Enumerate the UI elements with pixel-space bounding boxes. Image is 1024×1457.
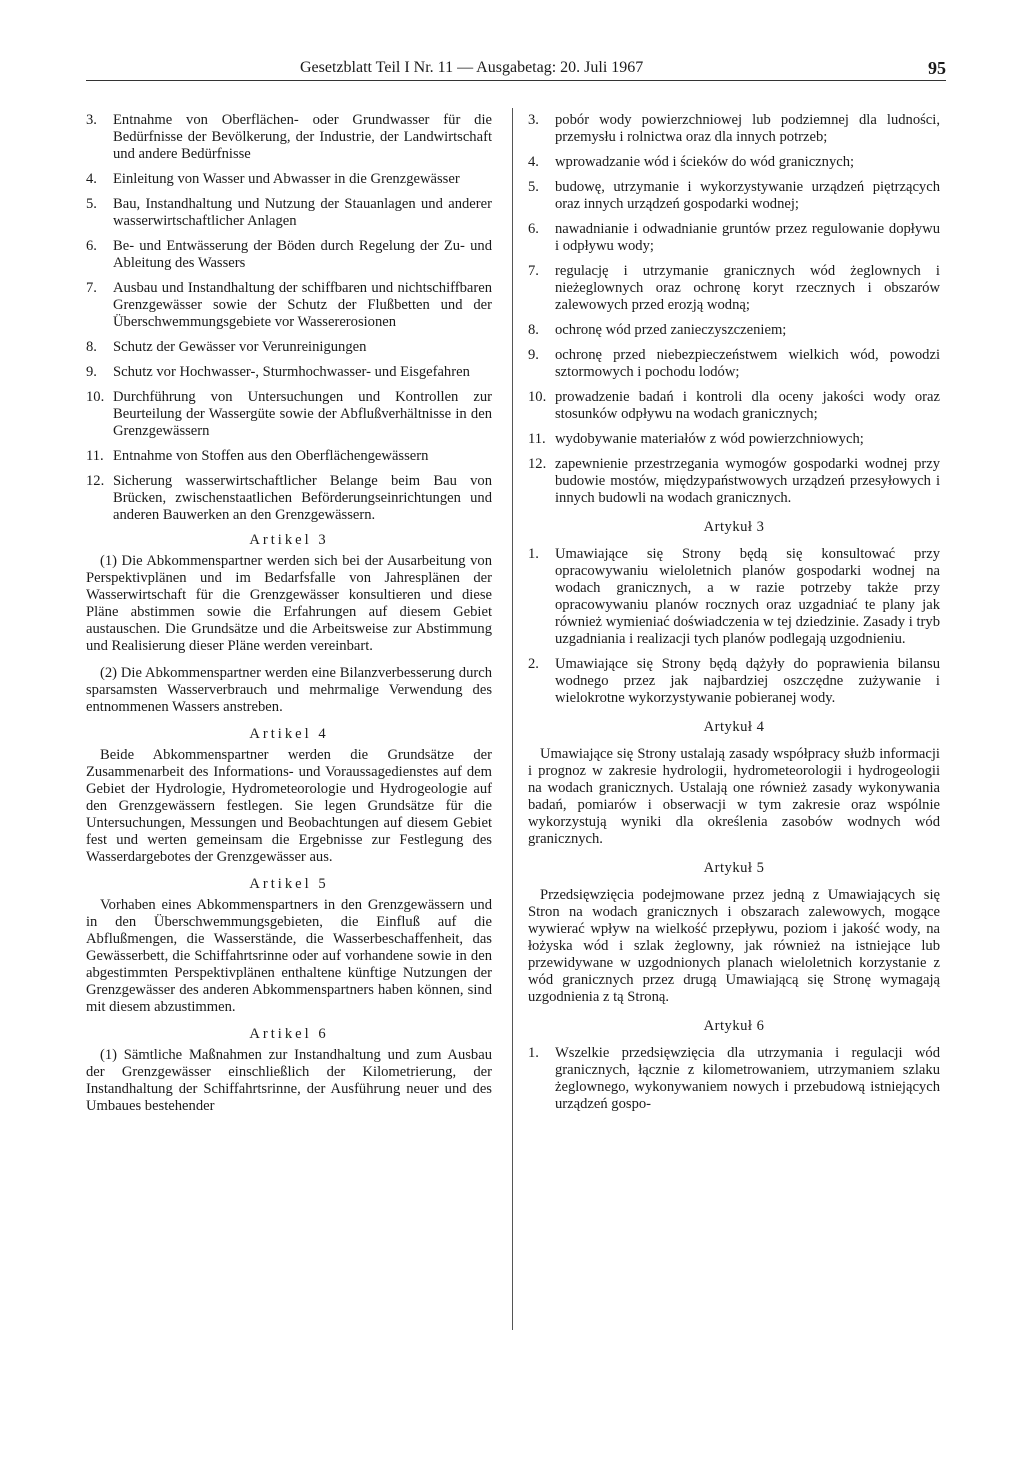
item-number: 11. bbox=[528, 431, 546, 447]
list-item bbox=[86, 364, 492, 381]
list-item bbox=[528, 1045, 940, 1113]
item-number: 4. bbox=[86, 171, 97, 187]
item-text: wprowadzanie wód i ścieków do wód granicznych; bbox=[555, 154, 855, 170]
item-text: Schutz der Gewässer vor Verunreinigungen bbox=[113, 339, 367, 355]
item-text: ochronę wód przed zanieczyszczeniem; bbox=[555, 322, 787, 338]
list-item bbox=[528, 347, 940, 381]
article-6-paragraph: (1) Sämtliche Maßnahmen zur Instandhaltung und zum Ausbau der Grenzgewässer einschließlich der Kilometrierung, der Instandhaltung der Schiffahrtsrinne, der Ausführung neuer und des Umbaues bestehender bbox=[86, 1047, 492, 1114]
list-item bbox=[528, 221, 940, 255]
list-item bbox=[528, 431, 940, 448]
artykul-6-heading: Artykuł 6 bbox=[703, 1018, 765, 1034]
item-text: wydobywanie materiałów z wód powierzchniowych; bbox=[555, 431, 864, 447]
artykul-4-paragraph: Umawiające się Strony ustalają zasady współpracy służb informacji i prognoz w zakresie hydrologii, hydrometeorologii i hydrogeologii na wodach granicznych. Ustalają one również zasady wykonywania badań, pomiarów i obserwacji w tym zakresie oraz wspólnie wykorzystują wyniki dla określenia zasobów wodnych wód granicznych. bbox=[528, 746, 940, 847]
artykul-4-heading: Artykuł 4 bbox=[703, 719, 765, 735]
item-text: nawadnianie i odwadnianie gruntów przez regulowanie dopływu i odpływu wody; bbox=[555, 221, 940, 254]
list-item bbox=[86, 448, 492, 465]
artykul-6-list bbox=[528, 1045, 940, 1113]
list-item bbox=[528, 263, 940, 314]
item-number: 3. bbox=[86, 112, 97, 128]
artykul-3-list bbox=[528, 546, 940, 707]
list-item bbox=[528, 546, 940, 648]
item-number: 1. bbox=[528, 546, 539, 562]
article-3-paragraph-2: (2) Die Abkommenspartner werden eine Bilanzverbesserung durch sparsamsten Wasserverbrauch und mehrmalige Verwendung des entnommenen Wassers anstreben. bbox=[86, 665, 492, 715]
item-number: 12. bbox=[528, 456, 547, 472]
item-number: 11. bbox=[86, 448, 104, 464]
artykul-5-paragraph: Przedsięwzięcia podejmowane przez jedną z Umawiających się Stron na wodach granicznych i obszarach zalewowych, mogące wywierać wpływ na wielkość przepływu, poziom i jakość wody, na łożyska wód i szlak żeglowny, jak również na istniejące lub przewidywane w uzgodnionych planach wieloletnich korzystanie z wód granicznych przez drugą Umawiającą się Stronę wymagają uzgodnienia z tą Stroną. bbox=[528, 887, 940, 1005]
list-item bbox=[86, 171, 492, 188]
right-column-polish bbox=[528, 112, 940, 1121]
article-5-paragraph: Vorhaben eines Abkommenspartners in den Grenzgewässern und in den Überschwemmungsgebieten, die Einfluß auf die Abflußmengen, die Wasserstände, die Wasserbeschaffenheit, das Gewässerbett, die Schiffahrtsrinne oder auf vorhandene sowie in den abgestimmten Perspektivplänen enthaltene künftige Nutzungen der Grenzgewässer des anderen Abkommenspartners haben können, sind mit diesem abzustimmen. bbox=[86, 897, 492, 1015]
list-item bbox=[86, 473, 492, 524]
list-item bbox=[528, 112, 940, 146]
list-item bbox=[86, 238, 492, 272]
item-number: 10. bbox=[86, 389, 105, 405]
item-text: Entnahme von Oberflächen- oder Grundwasser für die Bedürfnisse der Bevölkerung, der Industrie, der Landwirtschaft und andere Bedürfnisse bbox=[113, 112, 492, 162]
item-text: Ausbau und Instandhaltung der schiffbaren und nichtschiffbaren Grenzgewässer sowie der Schutz der Flußbetten und der Überschwemmungsgebiete vor Wassererosionen bbox=[113, 280, 492, 330]
list-item bbox=[528, 322, 940, 339]
item-number: 2. bbox=[528, 656, 539, 672]
item-text: ochronę przed niebezpieczeństwem wielkich wód, powodzi sztormowych i pochodu lodów; bbox=[555, 347, 940, 380]
item-text: budowę, utrzymanie i wykorzystywanie urządzeń piętrzących oraz innych urządzeń gospodarki wodnej; bbox=[555, 179, 940, 212]
item-number: 8. bbox=[86, 339, 97, 355]
item-number: 6. bbox=[528, 221, 539, 237]
item-text: Sicherung wasserwirtschaftlicher Belange beim Bau von Brücken, zwischenstaatlichen Beförderungseinrichtungen und anderen Bauwerken an den Grenzgewässern. bbox=[113, 473, 492, 523]
page-number: 95 bbox=[928, 58, 946, 78]
article-3-heading: Artikel 3 bbox=[249, 532, 329, 548]
list-item bbox=[86, 196, 492, 230]
item-number: 7. bbox=[528, 263, 539, 279]
article-4-heading: Artikel 4 bbox=[249, 726, 329, 742]
item-text: Umawiające się Strony będą się konsultować przy opracowywaniu wieloletnich planów gospodarki wodnej na wodach granicznych, a w razie potrzeby także przy opracowywaniu planów rocznych oraz uzgadniać te plany jak również wymieniać doświadczenia w tej dziedzinie. Zasady i tryb uzgadniania i realizacji tych planów podlegają uzgodnieniu. bbox=[555, 546, 940, 647]
list-item bbox=[528, 656, 940, 707]
item-text: Bau, Instandhaltung und Nutzung der Stauanlagen und anderer wasserwirtschaftlicher Anlagen bbox=[113, 196, 492, 229]
list-item bbox=[86, 339, 492, 356]
item-text: Einleitung von Wasser und Abwasser in die Grenzgewässer bbox=[113, 171, 460, 187]
item-number: 9. bbox=[528, 347, 539, 363]
artykul-5-heading: Artykuł 5 bbox=[703, 860, 765, 876]
item-text: zapewnienie przestrzegania wymogów gospodarki wodnej przy budowie mostów, międzypaństwowych urządzeń przesyłowych i innych budowli na wodach granicznych. bbox=[555, 456, 940, 506]
item-number: 3. bbox=[528, 112, 539, 128]
item-number: 9. bbox=[86, 364, 97, 380]
item-text: pobór wody powierzchniowej lub podziemnej dla ludności, przemysłu i rolnictwa oraz dla innych potrzeb; bbox=[555, 112, 940, 145]
list-item bbox=[528, 389, 940, 423]
list-item bbox=[86, 112, 492, 163]
list-item bbox=[528, 179, 940, 213]
item-text: regulację i utrzymanie granicznych wód żeglownych i nieżeglownych oraz ochronę koryt rzecznych i obszarów zalewowych przed erozją wodną; bbox=[555, 263, 940, 313]
left-column-german bbox=[86, 112, 492, 1125]
article-3-paragraph-1: (1) Die Abkommenspartner werden sich bei der Ausarbeitung von Perspektivplänen und im Bedarfsfalle von Jahresplänen der Wasserwirtschaft für die Grenzgewässer konsultieren und diese Pläne abstimmen sowie die Erfahrungen auf diesem Gebiet austauschen. Die Grundsätze und die Arbeitsweise zur Abstimmung und Realisierung dieser Pläne werden vereinbart. bbox=[86, 553, 492, 654]
list-item bbox=[528, 456, 940, 507]
header-rule bbox=[86, 80, 946, 81]
list-item bbox=[86, 280, 492, 331]
right-item-list bbox=[528, 112, 940, 507]
item-number: 6. bbox=[86, 238, 97, 254]
item-number: 1. bbox=[528, 1045, 539, 1061]
item-number: 10. bbox=[528, 389, 547, 405]
item-text: prowadzenie badań i kontroli dla oceny jakości wody oraz stosunków odpływu na wodach granicznych; bbox=[555, 389, 940, 422]
column-divider bbox=[512, 108, 513, 1330]
item-text: Schutz vor Hochwasser-, Sturmhochwasser- und Eisgefahren bbox=[113, 364, 470, 380]
item-text: Entnahme von Stoffen aus den Oberflächengewässern bbox=[113, 448, 429, 464]
item-text: Wszelkie przedsięwzięcia dla utrzymania i regulacji wód granicznych, łącznie z kilometrowaniem, utrzymaniem szlaku żeglownego, wykonywaniem nowych i przebudową istniejących urządzeń gospo- bbox=[555, 1045, 940, 1112]
item-number: 5. bbox=[86, 196, 97, 212]
item-number: 12. bbox=[86, 473, 105, 489]
item-number: 5. bbox=[528, 179, 539, 195]
artykul-3-heading: Artykuł 3 bbox=[703, 519, 765, 535]
item-number: 8. bbox=[528, 322, 539, 338]
item-number: 4. bbox=[528, 154, 539, 170]
list-item bbox=[528, 154, 940, 171]
item-text: Umawiające się Strony będą dążyły do poprawienia bilansu wodnego przez jak najbardziej oszczędne zużywanie i wielokrotne wykorzystywanie pobieranej wody. bbox=[555, 656, 940, 706]
article-4-paragraph: Beide Abkommenspartner werden die Grundsätze der Zusammenarbeit des Informations- und Voraussagedienstes auf dem Gebiet der Hydrologie, Hydrometeorologie und Hydrogeologie auf den Grenzgewässern festlegen. Sie legen Grundsätze für die Untersuchungen, Messungen und Beobachtungen auf diesem Gebiet fest und werten gemeinsam die Ergebnisse zur Festlegung des Wasserdargebotes der Grenzgewässer aus. bbox=[86, 747, 492, 865]
item-number: 7. bbox=[86, 280, 97, 296]
list-item bbox=[86, 389, 492, 440]
item-text: Be- und Entwässerung der Böden durch Regelung der Zu- und Ableitung des Wassers bbox=[113, 238, 492, 271]
article-5-heading: Artikel 5 bbox=[249, 876, 329, 892]
article-6-heading: Artikel 6 bbox=[249, 1026, 329, 1042]
page-header: Gesetzblatt Teil I Nr. 11 — Ausgabetag: 20. Juli 1967 bbox=[300, 59, 644, 76]
left-item-list bbox=[86, 112, 492, 524]
item-text: Durchführung von Untersuchungen und Kontrollen zur Beurteilung der Wassergüte sowie der Abflußverhältnisse in den Grenzgewässern bbox=[113, 389, 492, 439]
